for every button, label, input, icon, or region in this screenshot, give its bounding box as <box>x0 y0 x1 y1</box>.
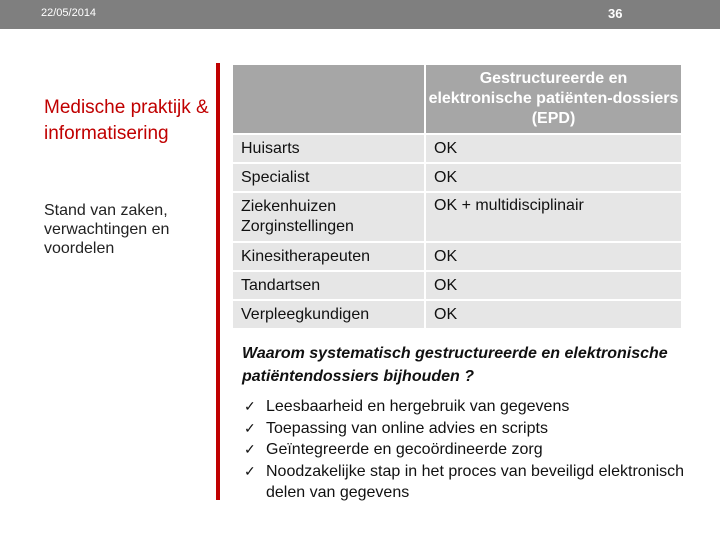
table-row <box>232 300 682 329</box>
table-header-row <box>232 64 682 134</box>
row-status: OK <box>425 163 682 192</box>
row-status: OK + multidisciplinair <box>425 192 682 242</box>
row-label: Ziekenhuizen Zorginstellingen <box>232 192 425 242</box>
list-item-text: Toepassing van online advies en scripts <box>266 419 548 437</box>
table-row <box>232 163 682 192</box>
list-item <box>244 396 684 418</box>
side-subtitle: Stand van zaken, verwachtingen en voordelen <box>44 202 170 257</box>
row-label: Tandartsen <box>232 271 425 300</box>
row-status: OK <box>425 242 682 271</box>
list-item <box>244 418 684 440</box>
benefits-list <box>244 396 684 504</box>
list-item <box>244 439 684 461</box>
list-item-text: Noodzakelijke stap in het proces van beveiligd elektronisch delen van gegevens <box>266 462 685 501</box>
checkmark-icon: ✓ <box>244 462 256 479</box>
epd-table <box>231 63 683 330</box>
checkmark-icon: ✓ <box>244 419 256 436</box>
list-item-text: Leesbaarheid en hergebruik van gegevens <box>266 398 570 415</box>
table-row <box>232 134 682 163</box>
table-row <box>232 192 682 242</box>
top-bar <box>0 0 720 29</box>
table-header-left <box>232 64 425 134</box>
question-heading: Waarom systematisch gestructureerde en elektronische patiëntendossiers bijhouden ? <box>242 345 668 385</box>
table-row <box>232 242 682 271</box>
row-status: OK <box>425 134 682 163</box>
table-row <box>232 271 682 300</box>
row-label: Huisarts <box>232 134 425 163</box>
row-label: Specialist <box>232 163 425 192</box>
slide-date: 22/05/2014 <box>41 7 97 19</box>
list-item <box>244 461 684 504</box>
checkmark-icon: ✓ <box>244 398 256 414</box>
row-status: OK <box>425 300 682 329</box>
row-label: Verpleegkundigen <box>232 300 425 329</box>
row-status: OK <box>425 271 682 300</box>
side-title: Medische praktijk & informatisering <box>44 97 209 144</box>
table-header-right: Gestructureerde en elektronische patiënten-dossiers (EPD) <box>425 64 682 134</box>
divider-line <box>216 63 220 500</box>
page-number: 36 <box>608 6 623 21</box>
checkmark-icon: ✓ <box>244 441 256 457</box>
list-item-text: Geïntegreerde en gecoördineerde zorg <box>266 441 543 458</box>
row-label: Kinesitherapeuten <box>232 242 425 271</box>
